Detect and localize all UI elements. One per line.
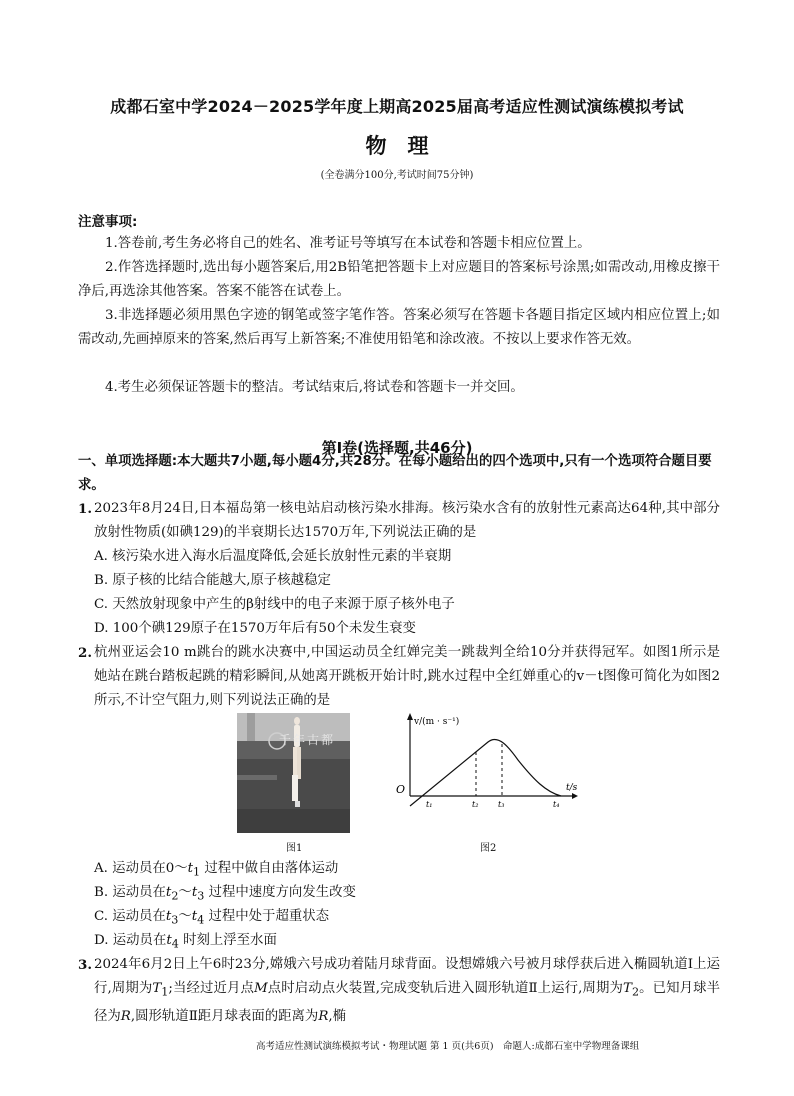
photo-sign-text: 千年古都 xyxy=(279,733,336,747)
option-text: ～ xyxy=(178,909,192,924)
variable-t: t xyxy=(165,909,172,924)
note-item-4: 4.考生必须保证答题卡的整洁。考试结束后,将试卷和答题卡一并交回。 xyxy=(105,380,524,395)
stem-text: 2024年6月2日上午6时23分,嫦娥六号成功着陆月球背面。设想嫦娥六号被月球俘获后进入椭圆轨道Ⅰ上运行,周期为 xyxy=(94,957,720,996)
exam-subtitle: (全卷满分100分,考试时间75分钟) xyxy=(320,170,474,181)
tick-t4: t₄ xyxy=(553,800,560,809)
stem-text: ;当经过近月点 xyxy=(168,981,254,996)
option-text: C. 运动员在 xyxy=(94,909,166,924)
subscript: 4 xyxy=(197,913,205,927)
page-footer: 高考适应性测试演练模拟考试・物理试题 第 1 页(共6页) 命题人:成都石室中学物理备课组 xyxy=(256,1041,640,1052)
question-number: 1. xyxy=(78,501,92,517)
option-text: ～ xyxy=(178,885,192,900)
notes-heading: 注意事项: xyxy=(78,214,138,230)
question-stem: 杭州亚运会10 m跳台的跳水决赛中,中国运动员全红婵完美一跳裁判全给10分并获得冠军。如图1所示是她站在跳台踏板起跳的精彩瞬间,从她离开跳板开始计时,跳水过程中全红婵重心的v－t图像可简化为如图2所示,不计空气阻力,则下列说法正确的是 xyxy=(94,645,720,708)
question-2 xyxy=(78,641,720,713)
stem-text: 点时启动点火装置,完成变轨后进入圆形轨道Ⅱ上运行,周期为 xyxy=(267,981,623,996)
variable-t: t xyxy=(191,909,198,924)
variable-t: t xyxy=(166,933,172,948)
v-axis-label: v/(m · s⁻¹) xyxy=(414,717,460,727)
subscript: 3 xyxy=(197,889,205,903)
q1-option-b: B. 原子核的比结合能越大,原子核越稳定 xyxy=(94,573,331,588)
subscript: 1 xyxy=(161,985,169,999)
section-title: 第Ⅰ卷(选择题,共46分) xyxy=(321,439,473,457)
q1-option-a: A. 核污染水进入海水后温度降低,会延长放射性元素的半衰期 xyxy=(94,549,452,564)
variable-T: T xyxy=(623,981,632,996)
note-item-2: 2.作答选择题时,选出每小题答案后,用2B铅笔把答题卡上对应题目的答案标号涂黑;如需改动,用橡皮擦干净后,再选涂其他答案。答案不能答在试卷上。 xyxy=(78,260,720,299)
tick-t1: t₁ xyxy=(426,800,433,809)
question-number: 2. xyxy=(78,645,92,661)
variable-t: t xyxy=(191,885,198,900)
subscript: 3 xyxy=(171,913,179,927)
variable-R: R xyxy=(120,1008,131,1024)
stem-text: 。已知月球半径为 xyxy=(94,981,720,1024)
exam-title: 成都石室中学2024－2025学年度上期高2025届高考适应性测试演练模拟考试 xyxy=(110,97,684,116)
option-text: 时刻上浮至水面 xyxy=(183,933,277,948)
figure-1-photo xyxy=(237,713,350,833)
v-axis-arrow xyxy=(407,713,413,720)
figure-1-caption: 图1 xyxy=(286,843,303,854)
subscript: 2 xyxy=(631,985,640,999)
t-axis-label: t/s xyxy=(566,783,578,793)
question-3 xyxy=(78,953,720,1029)
subject-title: 物 理 xyxy=(365,134,429,158)
q1-option-d: D. 100个碘129原子在1570万年后有50个未发生衰变 xyxy=(94,621,416,636)
origin-label: O xyxy=(396,783,406,796)
question-number: 3. xyxy=(78,957,92,973)
tick-t2: t₂ xyxy=(472,800,479,809)
stem-text: ,圆形轨道Ⅱ距月球表面的距离为 xyxy=(130,1008,319,1024)
question-1 xyxy=(78,497,720,545)
note-item-3: 3.非选择题必须用黑色字迹的钢笔或签字笔作答。答案必须写在答题卡各题目指定区域内相应位置上;如需改动,先画掉原来的答案,然后再写上新答案;不准使用铅笔和涂改液。不按以上要求作答无效。 xyxy=(78,308,720,347)
section-heading: 一、单项选择题:本大题共7小题,每小题4分,共28分。在每小题给出的四个选项中,只有一个选项符合题目要求。 xyxy=(78,454,712,493)
t-axis-arrow xyxy=(572,793,578,799)
q1-option-c: C. 天然放射现象中产生的β射线中的电子来源于原子核外电子 xyxy=(94,597,455,612)
variable-t: t xyxy=(165,885,172,900)
subscript: 2 xyxy=(171,889,179,903)
note-item-1: 1.答卷前,考生务必将自己的姓名、准考证号等填写在本试卷和答题卡相应位置上。 xyxy=(105,236,591,251)
variable-T: T xyxy=(152,981,162,996)
question-stem: 2023年8月24日,日本福岛第一核电站启动核污染水排海。核污染水含有的放射性元素高达64种,其中部分放射性物质(如碘129)的半衰期长达1570万年,下列说法正确的是 xyxy=(94,501,720,540)
vt-graph xyxy=(396,712,586,822)
question-stem xyxy=(78,953,720,1029)
figure-2-graph xyxy=(396,712,586,826)
option-text: A. 运动员在0～ xyxy=(94,861,188,876)
option-text: 过程中做自由落体运动 xyxy=(204,861,339,876)
subscript: 4 xyxy=(171,937,179,951)
figure-2-caption: 图2 xyxy=(480,843,497,854)
variable-R: R xyxy=(318,1008,329,1024)
option-text: D. 运动员在 xyxy=(94,933,167,948)
option-text: 过程中速度方向发生改变 xyxy=(208,885,356,900)
variable-t: t xyxy=(187,861,194,876)
subscript: 1 xyxy=(193,865,201,879)
stem-text: ,椭 xyxy=(328,1008,347,1024)
tick-t3: t₃ xyxy=(498,800,505,809)
option-text: 过程中处于超重状态 xyxy=(208,909,330,924)
option-text: B. 运动员在 xyxy=(94,885,166,900)
variable-M: M xyxy=(253,981,268,996)
